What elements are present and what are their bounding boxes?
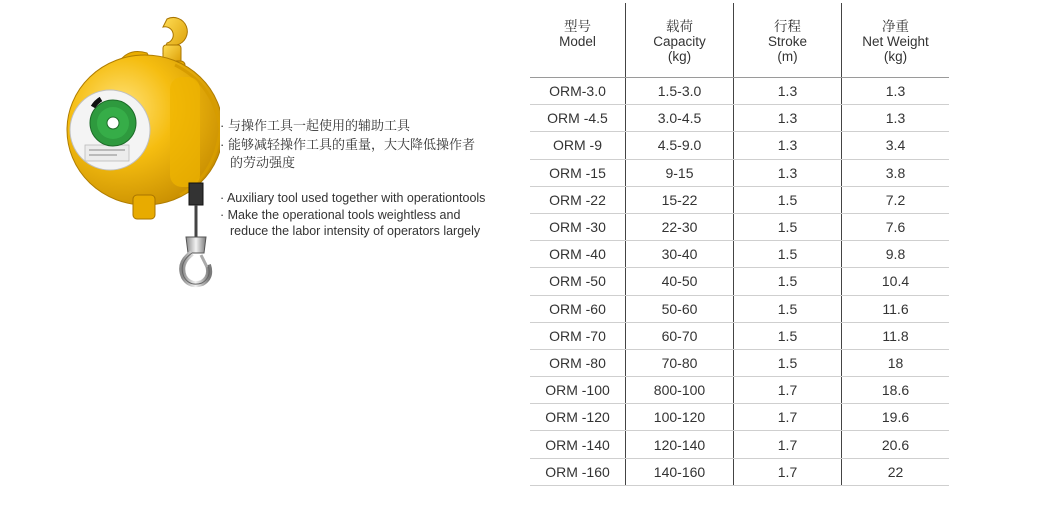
cell-weight: 10.4 bbox=[842, 268, 950, 295]
cell-capacity: 800-100 bbox=[626, 377, 734, 404]
cell-stroke: 1.7 bbox=[734, 431, 842, 458]
cell-model: ORM -60 bbox=[530, 295, 626, 322]
table-row bbox=[530, 431, 949, 458]
cell-stroke: 1.5 bbox=[734, 322, 842, 349]
cell-stroke: 1.5 bbox=[734, 349, 842, 376]
cell-capacity: 15-22 bbox=[626, 186, 734, 213]
cell-capacity: 3.0-4.5 bbox=[626, 105, 734, 132]
cell-weight: 1.3 bbox=[842, 105, 950, 132]
header-model-en: Model bbox=[559, 33, 596, 49]
cell-capacity: 140-160 bbox=[626, 458, 734, 485]
feature-zh-2-line-2: 的劳动强度 bbox=[230, 155, 296, 170]
cell-weight: 20.6 bbox=[842, 431, 950, 458]
table-row bbox=[530, 132, 949, 159]
table-row bbox=[530, 458, 949, 485]
cell-model: ORM -140 bbox=[530, 431, 626, 458]
table-row bbox=[530, 349, 949, 376]
cell-capacity: 50-60 bbox=[626, 295, 734, 322]
feature-zh-1: · 与操作工具一起使用的辅助工具 bbox=[220, 118, 410, 133]
header-capacity-en: Capacity bbox=[653, 33, 706, 49]
cell-capacity: 9-15 bbox=[626, 159, 734, 186]
cell-stroke: 1.5 bbox=[734, 295, 842, 322]
cell-model: ORM -70 bbox=[530, 322, 626, 349]
table-header-row bbox=[530, 3, 949, 78]
cell-weight: 3.4 bbox=[842, 132, 950, 159]
cell-capacity: 1.5-3.0 bbox=[626, 78, 734, 105]
cell-stroke: 1.5 bbox=[734, 241, 842, 268]
cell-weight: 7.2 bbox=[842, 186, 950, 213]
cell-model: ORM -15 bbox=[530, 159, 626, 186]
cell-model: ORM -4.5 bbox=[530, 105, 626, 132]
header-capacity-unit: (kg) bbox=[667, 48, 692, 64]
spring-balancer-image bbox=[55, 5, 220, 290]
cell-model: ORM -40 bbox=[530, 241, 626, 268]
table-row bbox=[530, 295, 949, 322]
cell-stroke: 1.3 bbox=[734, 132, 842, 159]
cell-weight: 11.8 bbox=[842, 322, 950, 349]
cell-weight: 3.8 bbox=[842, 159, 950, 186]
table-row bbox=[530, 322, 949, 349]
cell-weight: 1.3 bbox=[842, 78, 950, 105]
table-row bbox=[530, 268, 949, 295]
header-capacity bbox=[626, 3, 734, 78]
table-row bbox=[530, 404, 949, 431]
feature-en-2-line-1: · Make the operational tools weightless and bbox=[220, 207, 461, 222]
header-capacity-zh: 载荷 bbox=[666, 18, 693, 34]
header-stroke bbox=[734, 3, 842, 78]
cell-model: ORM -22 bbox=[530, 186, 626, 213]
cell-model: ORM -50 bbox=[530, 268, 626, 295]
cell-capacity: 60-70 bbox=[626, 322, 734, 349]
cell-weight: 11.6 bbox=[842, 295, 950, 322]
cell-weight: 18.6 bbox=[842, 377, 950, 404]
cell-stroke: 1.5 bbox=[734, 186, 842, 213]
header-model bbox=[530, 3, 626, 78]
feature-zh-2-line-1: · 能够减轻操作工具的重量，大大降低操作者 bbox=[220, 137, 475, 152]
cell-capacity: 4.5-9.0 bbox=[626, 132, 734, 159]
cell-stroke: 1.5 bbox=[734, 268, 842, 295]
cell-stroke: 1.3 bbox=[734, 105, 842, 132]
cell-weight: 18 bbox=[842, 349, 950, 376]
cell-capacity: 30-40 bbox=[626, 241, 734, 268]
table-row bbox=[530, 213, 949, 240]
feature-list bbox=[220, 117, 520, 240]
header-model-unit bbox=[530, 49, 625, 64]
header-net-weight-zh: 净重 bbox=[882, 18, 909, 34]
table-row bbox=[530, 241, 949, 268]
cell-model: ORM -100 bbox=[530, 377, 626, 404]
cell-stroke: 1.7 bbox=[734, 458, 842, 485]
cell-model: ORM -160 bbox=[530, 458, 626, 485]
cell-weight: 19.6 bbox=[842, 404, 950, 431]
table-row bbox=[530, 105, 949, 132]
feature-en-2-line-2: reduce the labor intensity of operators largely bbox=[230, 224, 481, 238]
header-stroke-en: Stroke bbox=[767, 33, 808, 49]
table-row bbox=[530, 78, 949, 105]
cell-weight: 22 bbox=[842, 458, 950, 485]
cable-and-hook-icon bbox=[182, 183, 209, 284]
cell-model: ORM -80 bbox=[530, 349, 626, 376]
spring-balancer-illustration bbox=[55, 5, 220, 290]
cell-stroke: 1.3 bbox=[734, 78, 842, 105]
cell-stroke: 1.5 bbox=[734, 213, 842, 240]
cell-capacity: 22-30 bbox=[626, 213, 734, 240]
header-stroke-zh: 行程 bbox=[774, 18, 801, 34]
feature-en-2 bbox=[220, 207, 520, 240]
cell-stroke: 1.7 bbox=[734, 377, 842, 404]
cell-weight: 9.8 bbox=[842, 241, 950, 268]
cell-stroke: 1.7 bbox=[734, 404, 842, 431]
feature-zh-2 bbox=[220, 136, 520, 172]
header-net-weight-en: Net Weight bbox=[862, 33, 929, 49]
cell-model: ORM -120 bbox=[530, 404, 626, 431]
table-row bbox=[530, 159, 949, 186]
header-model-zh: 型号 bbox=[564, 18, 591, 34]
cell-stroke: 1.3 bbox=[734, 159, 842, 186]
specification-table bbox=[530, 3, 949, 486]
header-stroke-unit: (m) bbox=[777, 48, 798, 64]
feature-en-1: · Auxiliary tool used together with operationtools bbox=[220, 191, 486, 205]
table-row bbox=[530, 186, 949, 213]
cell-capacity: 70-80 bbox=[626, 349, 734, 376]
cell-capacity: 40-50 bbox=[626, 268, 734, 295]
cell-capacity: 100-120 bbox=[626, 404, 734, 431]
cell-weight: 7.6 bbox=[842, 213, 950, 240]
green-dial-icon bbox=[90, 99, 136, 146]
table-row bbox=[530, 377, 949, 404]
header-net-weight bbox=[842, 3, 950, 78]
cell-model: ORM-3.0 bbox=[530, 78, 626, 105]
cell-capacity: 120-140 bbox=[626, 431, 734, 458]
cell-model: ORM -30 bbox=[530, 213, 626, 240]
cell-model: ORM -9 bbox=[530, 132, 626, 159]
header-net-weight-unit: (kg) bbox=[883, 48, 908, 64]
